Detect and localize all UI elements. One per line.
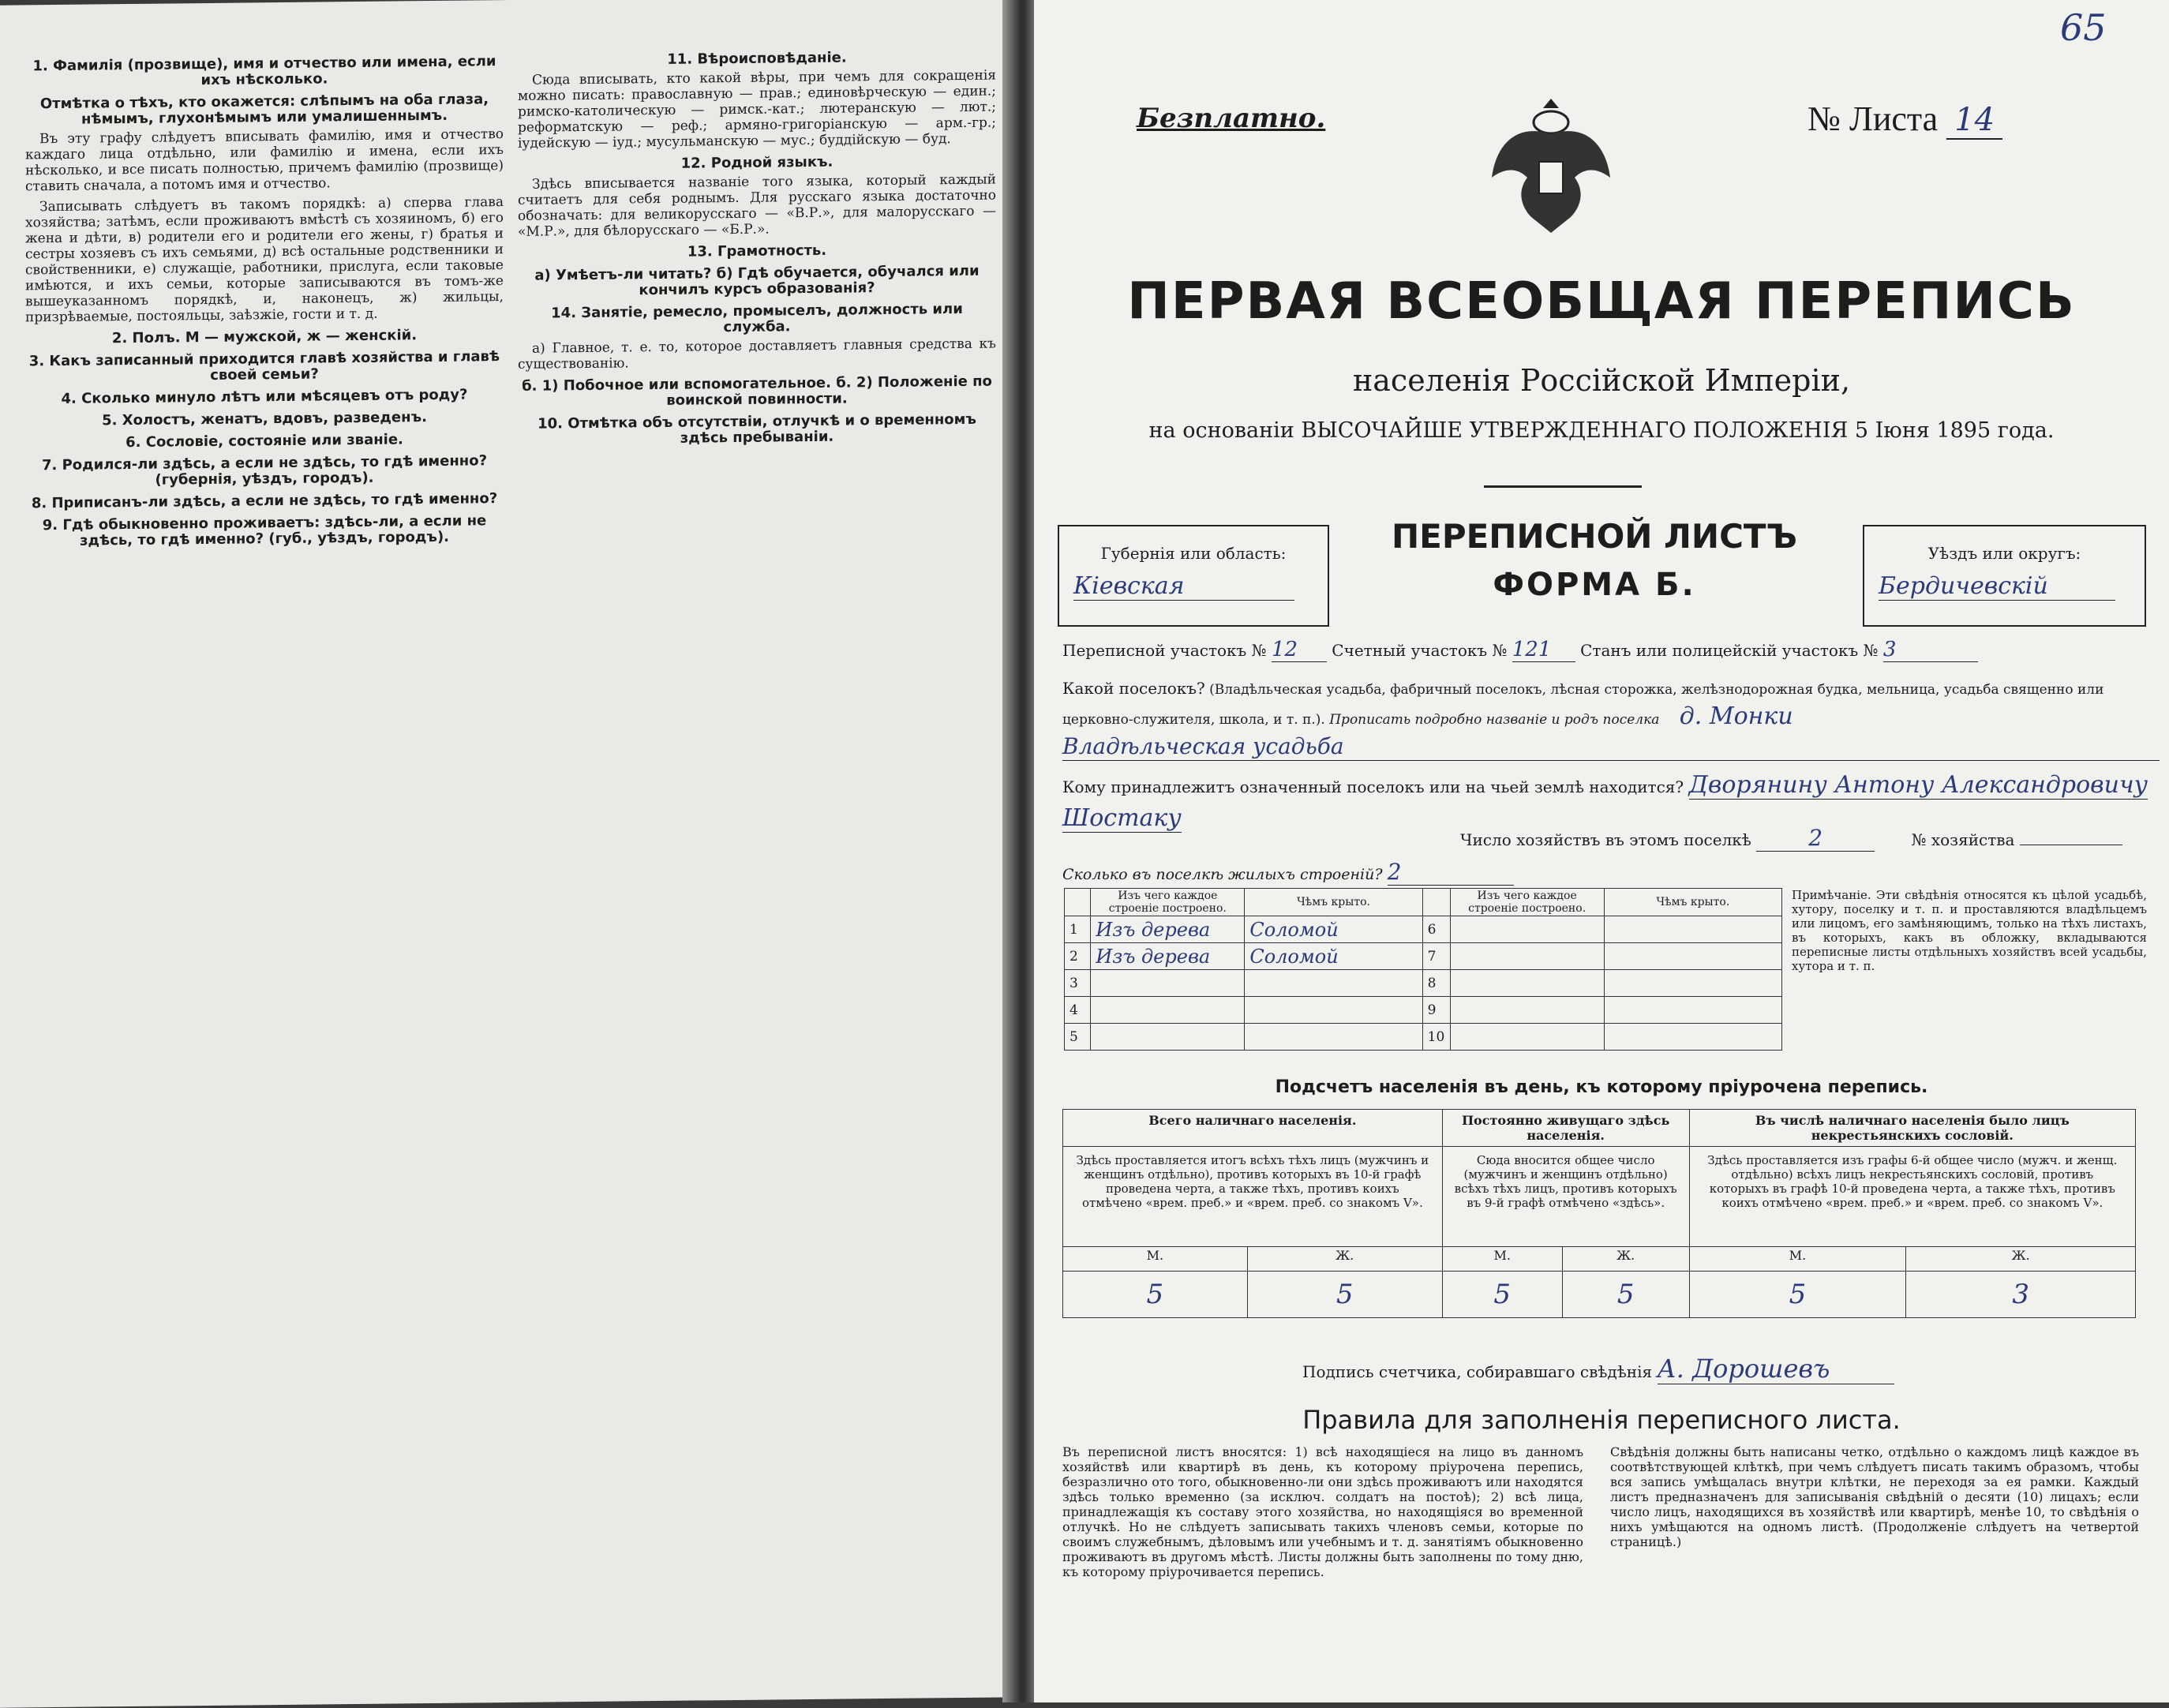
count-row [1063, 1147, 2136, 1247]
count-column-description: Здѣсь проставляется итогъ всѣхъ тѣхъ лицъ (мужчинъ и женщинъ отдѣльно), противъ которыхъ въ 10-й графѣ проведена черта, а также тѣхъ, противъ коихъ отмѣчено «врем. преб.» и «врем. преб. со знакомъ V». [1063, 1147, 1443, 1247]
building-row [1065, 997, 1782, 1024]
census-basis: на основаніи ВЫСОЧАЙШЕ УТВЕРЖДЕННАГО ПОЛОЖЕНІЯ 5 Іюня 1895 года. [1148, 418, 2055, 443]
building-material [1450, 943, 1604, 970]
page-number-handwritten: 65 [2060, 6, 2107, 49]
poselok-type-value: Владѣльческая усадьба [1062, 733, 2160, 761]
stan-label: Станъ или полицейскій участокъ № [1580, 641, 1879, 660]
count-column-description: Сюда вносится общее число (мужчинъ и женщинъ отдѣльно) всѣхъ тѣхъ лицъ, противъ которыхъ въ 9-й графѣ отмѣчено «здѣсь». [1442, 1147, 1689, 1247]
instruction-heading: 5. Холостъ, женатъ, вдовъ, разведенъ. [102, 409, 427, 429]
buildings-line [1062, 859, 1514, 886]
instruction-heading: 8. Приписанъ-ли здѣсь, а если не здѣсь, то гдѣ именно? [31, 490, 498, 512]
form-heading [1334, 517, 1855, 603]
count-row [1063, 1110, 2136, 1147]
building-roof [1604, 943, 1781, 970]
households-line [1460, 825, 2122, 852]
poselok-label: Какой поселокъ? [1062, 679, 1205, 698]
building-number: 10 [1422, 1024, 1450, 1051]
count-column-header: Постоянно живущаго здѣсь населенія. [1442, 1110, 1689, 1147]
building-material [1091, 1024, 1245, 1051]
buildings-note: Примѣчаніе. Эти свѣдѣнія относятся къ цѣлой усадьбѣ, хутору, поселку и т. п. и проставляются владѣльцемъ или лицомъ, его замѣняющимъ, только на тѣхъ листахъ, въ которыхъ, какъ въ обложку, вкладываются переписные листы отдѣльныхъ хозяйствъ всей усадьбы, хутора и т. п. [1792, 888, 2147, 973]
building-number: 2 [1065, 943, 1091, 970]
building-material: Изъ дерева [1091, 916, 1245, 943]
instruction-heading: а) Умѣетъ-ли читать? б) Гдѣ обучается, обучался или кончилъ курсъ образованія? [534, 262, 980, 299]
female-label: Ж. [1906, 1247, 2136, 1272]
instruction-heading: 10. Отмѣтка объ отсутствіи, отлучкѣ и о временномъ здѣсь пребываніи. [538, 410, 976, 447]
building-material [1450, 997, 1604, 1024]
building-roof [1604, 1024, 1781, 1051]
building-number: 5 [1065, 1024, 1091, 1051]
male-label: М. [1063, 1247, 1248, 1272]
poselok-hint: (Владѣльческая усадьба, фабричный поселокъ, лѣсная сторожка, желѣзнодорожная будка, мельница, усадьба священно или церковно-служителя, школа, и т. п.). [1062, 682, 2104, 728]
guberniya-value: Кіевская [1073, 572, 1294, 601]
building-row [1065, 1024, 1782, 1051]
building-row [1065, 916, 1782, 943]
form-title: ПЕРЕПИСНОЙ ЛИСТЪ [1391, 517, 1798, 556]
census-subtitle: населенія Россійской Имперіи, [1352, 363, 1851, 398]
census-title: ПЕРВАЯ ВСЕОБЩАЯ ПЕРЕПИСЬ [1127, 272, 2076, 331]
buildings-value: 2 [1388, 859, 1514, 886]
male-label: М. [1689, 1247, 1906, 1272]
building-number: 4 [1065, 997, 1091, 1024]
uezd-value: Бердичевскій [1879, 572, 2115, 601]
divider [1484, 485, 1642, 488]
building-roof: Соломой [1245, 916, 1422, 943]
instruction-heading: 14. Занятіе, ремесло, промыселъ, должность или служба. [551, 300, 963, 336]
building-row [1065, 970, 1782, 997]
rules-title: Правила для заполненія переписного листа. [1302, 1405, 1901, 1435]
bld-header-built-2: Изъ чего каждое строеніе построено. [1450, 889, 1604, 916]
bld-header-roof: Чѣмъ крыто. [1245, 889, 1422, 916]
signature-value: А. Дорошевъ [1658, 1354, 1894, 1384]
count-row [1063, 1272, 2136, 1318]
building-roof [1604, 916, 1781, 943]
buildings-table [1064, 888, 1782, 1051]
instructions-column-1 [25, 47, 504, 1691]
left-page [0, 0, 1018, 1708]
population-count-table [1062, 1109, 2136, 1318]
male-count: 5 [1063, 1272, 1248, 1318]
owner-label: Кому принадлежитъ означенный поселокъ или на чьей землѣ находится? [1062, 777, 1684, 796]
uezd-box [1863, 525, 2146, 627]
instruction-paragraph: Записывать слѣдуетъ въ такомъ порядкѣ: а) сперва глава хозяйства; затѣмъ, если проживаютъ вмѣстѣ съ хозяиномъ, б) его жена и дѣти, в) родители его и родители его жены, г) братья и сестры хозяевъ съ ихъ семьями, д) всѣ остальные родственники и свойственники, е) служащіе, работники, прислуга, если таковые имѣются, и ихъ семьи, которые записываются въ томъ-же вышеуказанномъ порядкѣ, и, наконецъ, ж) жильцы, призрѣваемые, постояльцы, заѣзжіе, гости и т. д. [25, 194, 504, 326]
households-label: Число хозяйствъ въ этомъ поселкѣ [1460, 830, 1751, 849]
signature-line [1302, 1354, 1894, 1384]
census-form-page [1034, 0, 2169, 1702]
free-label: Безплатно. [1137, 103, 1326, 134]
instruction-heading: 3. Какъ записанный приходится главѣ хозяйства и главѣ своей семьи? [28, 348, 500, 384]
instruction-paragraph: Сюда вписывать, кто какой вѣры, при чемъ для сокращенія можно писать: православную — прав.; единовѣрческую — един.; римско-католическую — римск.-кат.; лютеранскую — лют.; реформатскую — реф.; армяно-григоріанскую — арм.-гр.; іудейскую — іуд.; мусульманскую — мус.; буддійскую — буд. [518, 67, 996, 152]
poselok-value: д. Монки [1679, 702, 1793, 730]
building-roof [1604, 970, 1781, 997]
instruction-paragraph: Въ эту графу слѣдуетъ вписывать фамилію, имя и отчество каждаго лица отдѣльно, или фамилію и имена, если ихъ нѣсколько, и все писать полностью, причемъ фамилію (прозвище) ставить сначала, а потомъ имя и отчество. [25, 126, 504, 195]
instruction-heading: 6. Сословіе, состояніе или званіе. [125, 431, 403, 451]
count-column-description: Здѣсь проставляется изъ графы 6-й общее число (мужч. и женщ. отдѣльно) всѣхъ лицъ некрестьянскихъ сословій, противъ которыхъ въ графѣ 10-й проведена черта, а также тѣхъ, противъ коихъ отмѣчено «врем. преб.» и «врем. преб. со знакомъ V». [1689, 1147, 2135, 1247]
sheet-number-text: № Листа [1808, 99, 1939, 138]
bld-header-roof-2: Чѣмъ крыто. [1604, 889, 1781, 916]
building-number: 1 [1065, 916, 1091, 943]
instructions-column-2 [518, 43, 996, 1687]
household-number-label: № хозяйства [1911, 830, 2015, 849]
building-number: 7 [1422, 943, 1450, 970]
uchastok-value: 12 [1272, 638, 1327, 662]
count-title: Подсчетъ населенія въ день, къ которому пріурочена перепись. [1275, 1077, 1928, 1097]
instruction-heading: 1. Фамилія (прозвище), имя и отчество или имена, если ихъ нѣсколько. [32, 53, 496, 89]
poselok-block [1062, 675, 2160, 761]
uchastok-line [1062, 638, 2160, 662]
male-label: М. [1442, 1247, 1562, 1272]
count-column-header: Въ числѣ наличнаго населенія было лицъ некрестьянскихъ сословій. [1689, 1110, 2135, 1147]
sheet-number-label [1808, 99, 2002, 139]
rules-text-right: Свѣдѣнія должны быть написаны четко, отдѣльно о каждомъ лицѣ каждое въ соотвѣтствующей клѣткѣ, при чемъ слѣдуетъ писать такимъ образомъ, чтобы вся запись умѣщалась внутри клѣтки, не переходя за ея рамки. Каждый листъ предназначенъ для записыванія свѣдѣній о десяти (10) лицахъ; если число лицъ, находящихся въ хозяйствѣ или квартирѣ, менѣе 10, то свѣдѣнія о нихъ умѣщаются на одномъ листѣ. (Продолженіе слѣдуетъ на четвертой страницѣ.) [1610, 1444, 2139, 1549]
building-material [1091, 997, 1245, 1024]
female-count: 5 [1247, 1272, 1442, 1318]
schetny-label: Счетный участокъ № [1332, 641, 1508, 660]
instruction-heading: 7. Родился-ли здѣсь, а если не здѣсь, то гдѣ именно? (губернія, уѣздъ, городъ). [41, 452, 488, 489]
stan-value: 3 [1883, 638, 1978, 662]
signature-label: Подпись счетчика, собиравшаго свѣдѣнія [1302, 1362, 1653, 1381]
building-roof [1245, 970, 1422, 997]
households-value: 2 [1756, 825, 1875, 852]
buildings-label: Сколько въ поселкѣ жилыхъ строеній? [1062, 866, 1383, 883]
guberniya-label: Губернія или область: [1100, 544, 1287, 563]
rules-text-left: Въ переписной листъ вносятся: 1) всѣ находящіеся на лицо въ данномъ хозяйствѣ или квартирѣ въ день, къ которому пріурочена перепись, безразлично ото того, обыкновенно-ли они здѣсь проживаютъ или находятся здѣсь только временно (за исключ. солдатъ на постоѣ); 2) всѣ лица, принадлежащія къ составу этого хозяйства, но находящіяся во временной отлучкѣ. Но не слѣдуетъ записывать такихъ членовъ семьи, которые по своимъ служебнымъ, дѣловымъ или учебнымъ и т. д. занятіямъ обыкновенно проживаютъ въ другомъ мѣстѣ. Листы должны быть заполнены по тому дню, къ которому пріурочивается перепись. [1062, 1444, 1583, 1579]
owner-value: Дворянину Антону Александровичу Шостаку [1062, 771, 2148, 832]
building-number: 3 [1065, 970, 1091, 997]
building-number: 6 [1422, 916, 1450, 943]
uezd-label: Уѣздъ или округъ: [1927, 544, 2081, 563]
building-number: 9 [1422, 997, 1450, 1024]
building-roof [1245, 997, 1422, 1024]
instruction-heading: 9. Гдѣ обыкновенно проживаетъ: здѣсь-ли, а если не здѣсь, то гдѣ именно? (губ., уѣздъ, городъ). [42, 512, 487, 549]
building-roof [1245, 1024, 1422, 1051]
building-row [1065, 943, 1782, 970]
schetny-value: 121 [1512, 638, 1575, 662]
count-column-header: Всего наличнаго населенія. [1063, 1110, 1443, 1147]
building-material: Изъ дерева [1091, 943, 1245, 970]
building-material [1091, 970, 1245, 997]
count-row [1063, 1247, 2136, 1272]
instruction-heading: 2. Полъ. М — мужской, ж — женскій. [111, 327, 418, 347]
female-count: 5 [1562, 1272, 1689, 1318]
building-roof [1604, 997, 1781, 1024]
male-count: 5 [1689, 1272, 1906, 1318]
imperial-eagle-emblem [1484, 91, 1618, 241]
instruction-paragraph: а) Главное, т. е. то, которое доставляетъ главныя средства къ существованію. [518, 335, 996, 373]
instruction-heading: 13. Грамотность. [687, 242, 827, 260]
poselok-hint-2: Прописать подробно названіе и родъ поселка [1329, 712, 1660, 728]
instruction-heading: 4. Сколько минуло лѣтъ или мѣсяцевъ отъ роду? [61, 386, 468, 407]
instruction-paragraph: Здѣсь вписывается названіе того языка, который каждый считаетъ для себя роднымъ. Для русскаго языка достаточно обозначать: для великорусскаго — «В.Р.», для малорусскаго — «М.Р.», для бѣлорусскаго — «Б.Р.». [518, 171, 996, 240]
guberniya-box [1058, 525, 1329, 627]
instruction-heading: 12. Родной языкъ. [680, 153, 834, 172]
building-material [1450, 970, 1604, 997]
instruction-heading: 11. Вѣроисповѣданіе. [667, 49, 847, 68]
female-count: 3 [1906, 1272, 2136, 1318]
instruction-heading: Отмѣтка о тѣхъ, кто окажется: слѣпымъ на оба глаза, нѣмымъ, глухонѣмымъ или умалишеннымъ. [39, 91, 489, 128]
female-label: Ж. [1247, 1247, 1442, 1272]
male-count: 5 [1442, 1272, 1562, 1318]
uchastok-label: Переписной участокъ № [1062, 641, 1267, 660]
sheet-number-value: 14 [1946, 102, 2002, 140]
building-material [1450, 916, 1604, 943]
form-subtitle: ФОРМА Б. [1493, 567, 1696, 603]
building-material [1450, 1024, 1604, 1051]
bld-header-built: Изъ чего каждое строеніе построено. [1091, 889, 1245, 916]
building-roof: Соломой [1245, 943, 1422, 970]
building-number: 8 [1422, 970, 1450, 997]
female-label: Ж. [1562, 1247, 1689, 1272]
instruction-heading: б. 1) Побочное или вспомогательное. б. 2) Положеніе по воинской повинности. [522, 373, 992, 409]
